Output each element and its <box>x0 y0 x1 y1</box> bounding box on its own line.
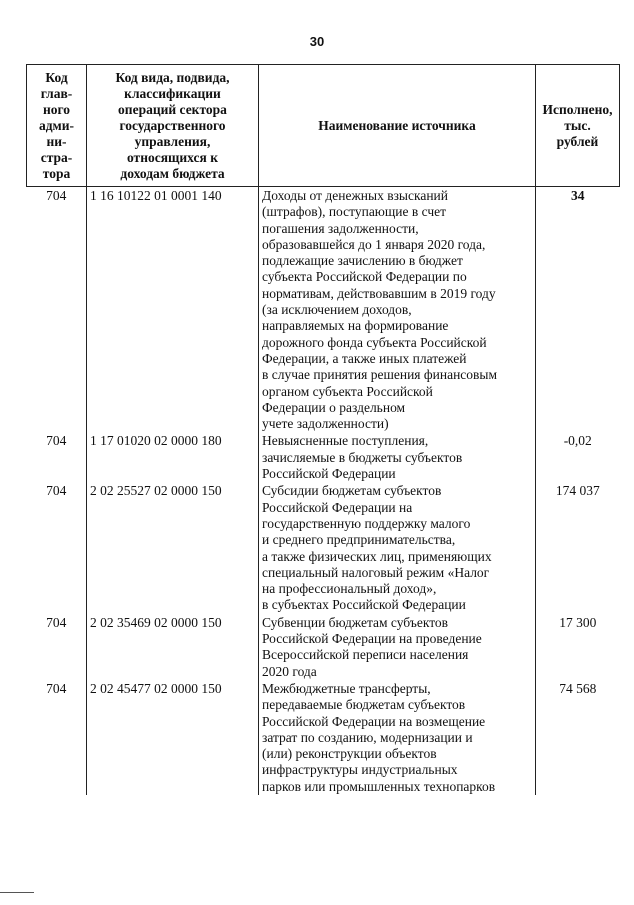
text-line: Всероссийской переписи населения <box>262 647 469 663</box>
admin-code-cell: 704 <box>27 187 87 433</box>
text-line: на профессиональный доход», <box>262 581 437 597</box>
source-name-cell <box>259 187 536 433</box>
text-line: погашения задолженности, <box>262 220 419 236</box>
table-row <box>27 187 620 433</box>
text-line: учете задолженности) <box>262 416 389 432</box>
source-name-cell <box>259 432 536 482</box>
text-line: Код вида, подвида, <box>115 69 230 85</box>
text-line: (штрафов), поступающие в счет <box>262 204 447 220</box>
text-line: направляемых на формирование <box>262 318 449 334</box>
source-name-cell <box>259 614 536 680</box>
admin-code-cell: 704 <box>46 614 67 630</box>
executed-amount-cell: 17 300 <box>536 614 620 680</box>
text-line: 2020 года <box>262 663 317 679</box>
admin-code-cell: 704 <box>46 680 67 696</box>
table-header-row <box>27 65 620 187</box>
text-line: в субъектах Российской Федерации <box>262 597 466 613</box>
text-line: затрат по созданию, модернизации и <box>262 729 473 745</box>
text-line: Российской Федерации на <box>262 499 413 515</box>
text-line: органом субъекта Российской <box>262 383 433 399</box>
text-line: Российской Федерации на проведение <box>262 631 482 647</box>
text-line: Федерации о раздельном <box>262 399 406 415</box>
table-row <box>27 614 620 680</box>
text-line: государственного <box>119 117 226 133</box>
text-line: Российской Федерации на возмещение <box>262 713 486 729</box>
text-line: специальный налоговый режим «Налог <box>262 564 490 580</box>
text-line: ного <box>42 101 71 117</box>
header-admin-code <box>27 65 87 187</box>
text-line: образовавшейся до 1 января 2020 года, <box>262 236 486 252</box>
text-line: тора <box>42 165 71 181</box>
table-row <box>27 482 620 613</box>
text-line: стра- <box>40 149 73 165</box>
text-line: передаваемые бюджетам субъектов <box>262 697 466 713</box>
text-line: Межбюджетные трансферты, <box>262 680 431 696</box>
text-line: Субсидии бюджетам субъектов <box>262 483 442 499</box>
text-line: операций сектора <box>118 101 227 117</box>
text-line: глав- <box>40 85 73 101</box>
text-line: Исполнено, <box>542 101 613 117</box>
text-line: подлежащие зачислению в бюджет <box>262 253 463 269</box>
text-line: адми- <box>38 117 75 133</box>
text-line: Субвенции бюджетам субъектов <box>262 614 449 630</box>
table-row <box>27 432 620 482</box>
text-line: государственную поддержку малого <box>262 515 471 531</box>
classification-code-cell: 1 16 10122 01 0001 140 <box>87 187 259 433</box>
text-line: относящихся к <box>126 149 218 165</box>
classification-code-cell: 2 02 25527 02 0000 150 <box>87 482 259 613</box>
header-classification-code <box>87 65 259 187</box>
table-row <box>27 680 620 795</box>
classification-code-cell: 2 02 35469 02 0000 150 <box>87 614 259 680</box>
executed-amount-cell: 174 037 <box>536 482 620 613</box>
text-line: Доходы от денежных взысканий <box>262 188 448 203</box>
text-line: нормативам, действовавшим в 2019 году <box>262 285 496 301</box>
text-line: парков или промышленных технопарков <box>262 778 496 794</box>
text-line: ни- <box>46 133 67 149</box>
admin-code-cell: 704 <box>46 483 67 499</box>
text-line: Российской Федерации <box>262 466 396 482</box>
text-line: Невыясненные поступления, <box>262 433 429 449</box>
text-line: классификации <box>124 85 221 101</box>
text-line: (за исключением доходов, <box>262 302 412 318</box>
source-name-cell <box>259 482 536 613</box>
text-line: субъекта Российской Федерации по <box>262 269 467 285</box>
text-line: инфраструктуры индустриальных <box>262 762 458 778</box>
executed-amount-cell: 74 568 <box>536 680 620 795</box>
executed-amount-cell: -0,02 <box>536 432 620 482</box>
admin-code-cell: 704 <box>46 433 67 449</box>
text-line: Федерации, а также иных платежей <box>262 350 467 366</box>
text-line: управления, <box>134 133 211 149</box>
source-name-cell <box>259 680 536 795</box>
text-line: а также физических лиц, применяющих <box>262 548 492 564</box>
text-line: в случае принятия решения финансовым <box>262 367 498 383</box>
text-line: (или) реконструкции объектов <box>262 746 437 762</box>
header-source-name: Наименование источника <box>259 65 536 187</box>
executed-amount-cell: 34 <box>536 187 620 433</box>
page-number: 30 <box>309 34 325 49</box>
text-line: тыс. <box>564 117 591 133</box>
budget-revenue-table <box>26 64 620 795</box>
text-line: и среднего предпринимательства, <box>262 532 456 548</box>
text-line: рублей <box>556 133 599 149</box>
classification-code-cell: 1 17 01020 02 0000 180 <box>87 432 259 482</box>
bottom-edge-line <box>0 892 34 893</box>
text-line: зачисляемые в бюджеты субъектов <box>262 449 463 465</box>
table-body <box>27 187 620 795</box>
text-line: доходам бюджета <box>120 165 225 181</box>
classification-code-cell: 2 02 45477 02 0000 150 <box>87 680 259 795</box>
text-line: Код <box>45 69 68 85</box>
text-line: дорожного фонда субъекта Российской <box>262 334 487 350</box>
header-executed <box>536 65 620 187</box>
